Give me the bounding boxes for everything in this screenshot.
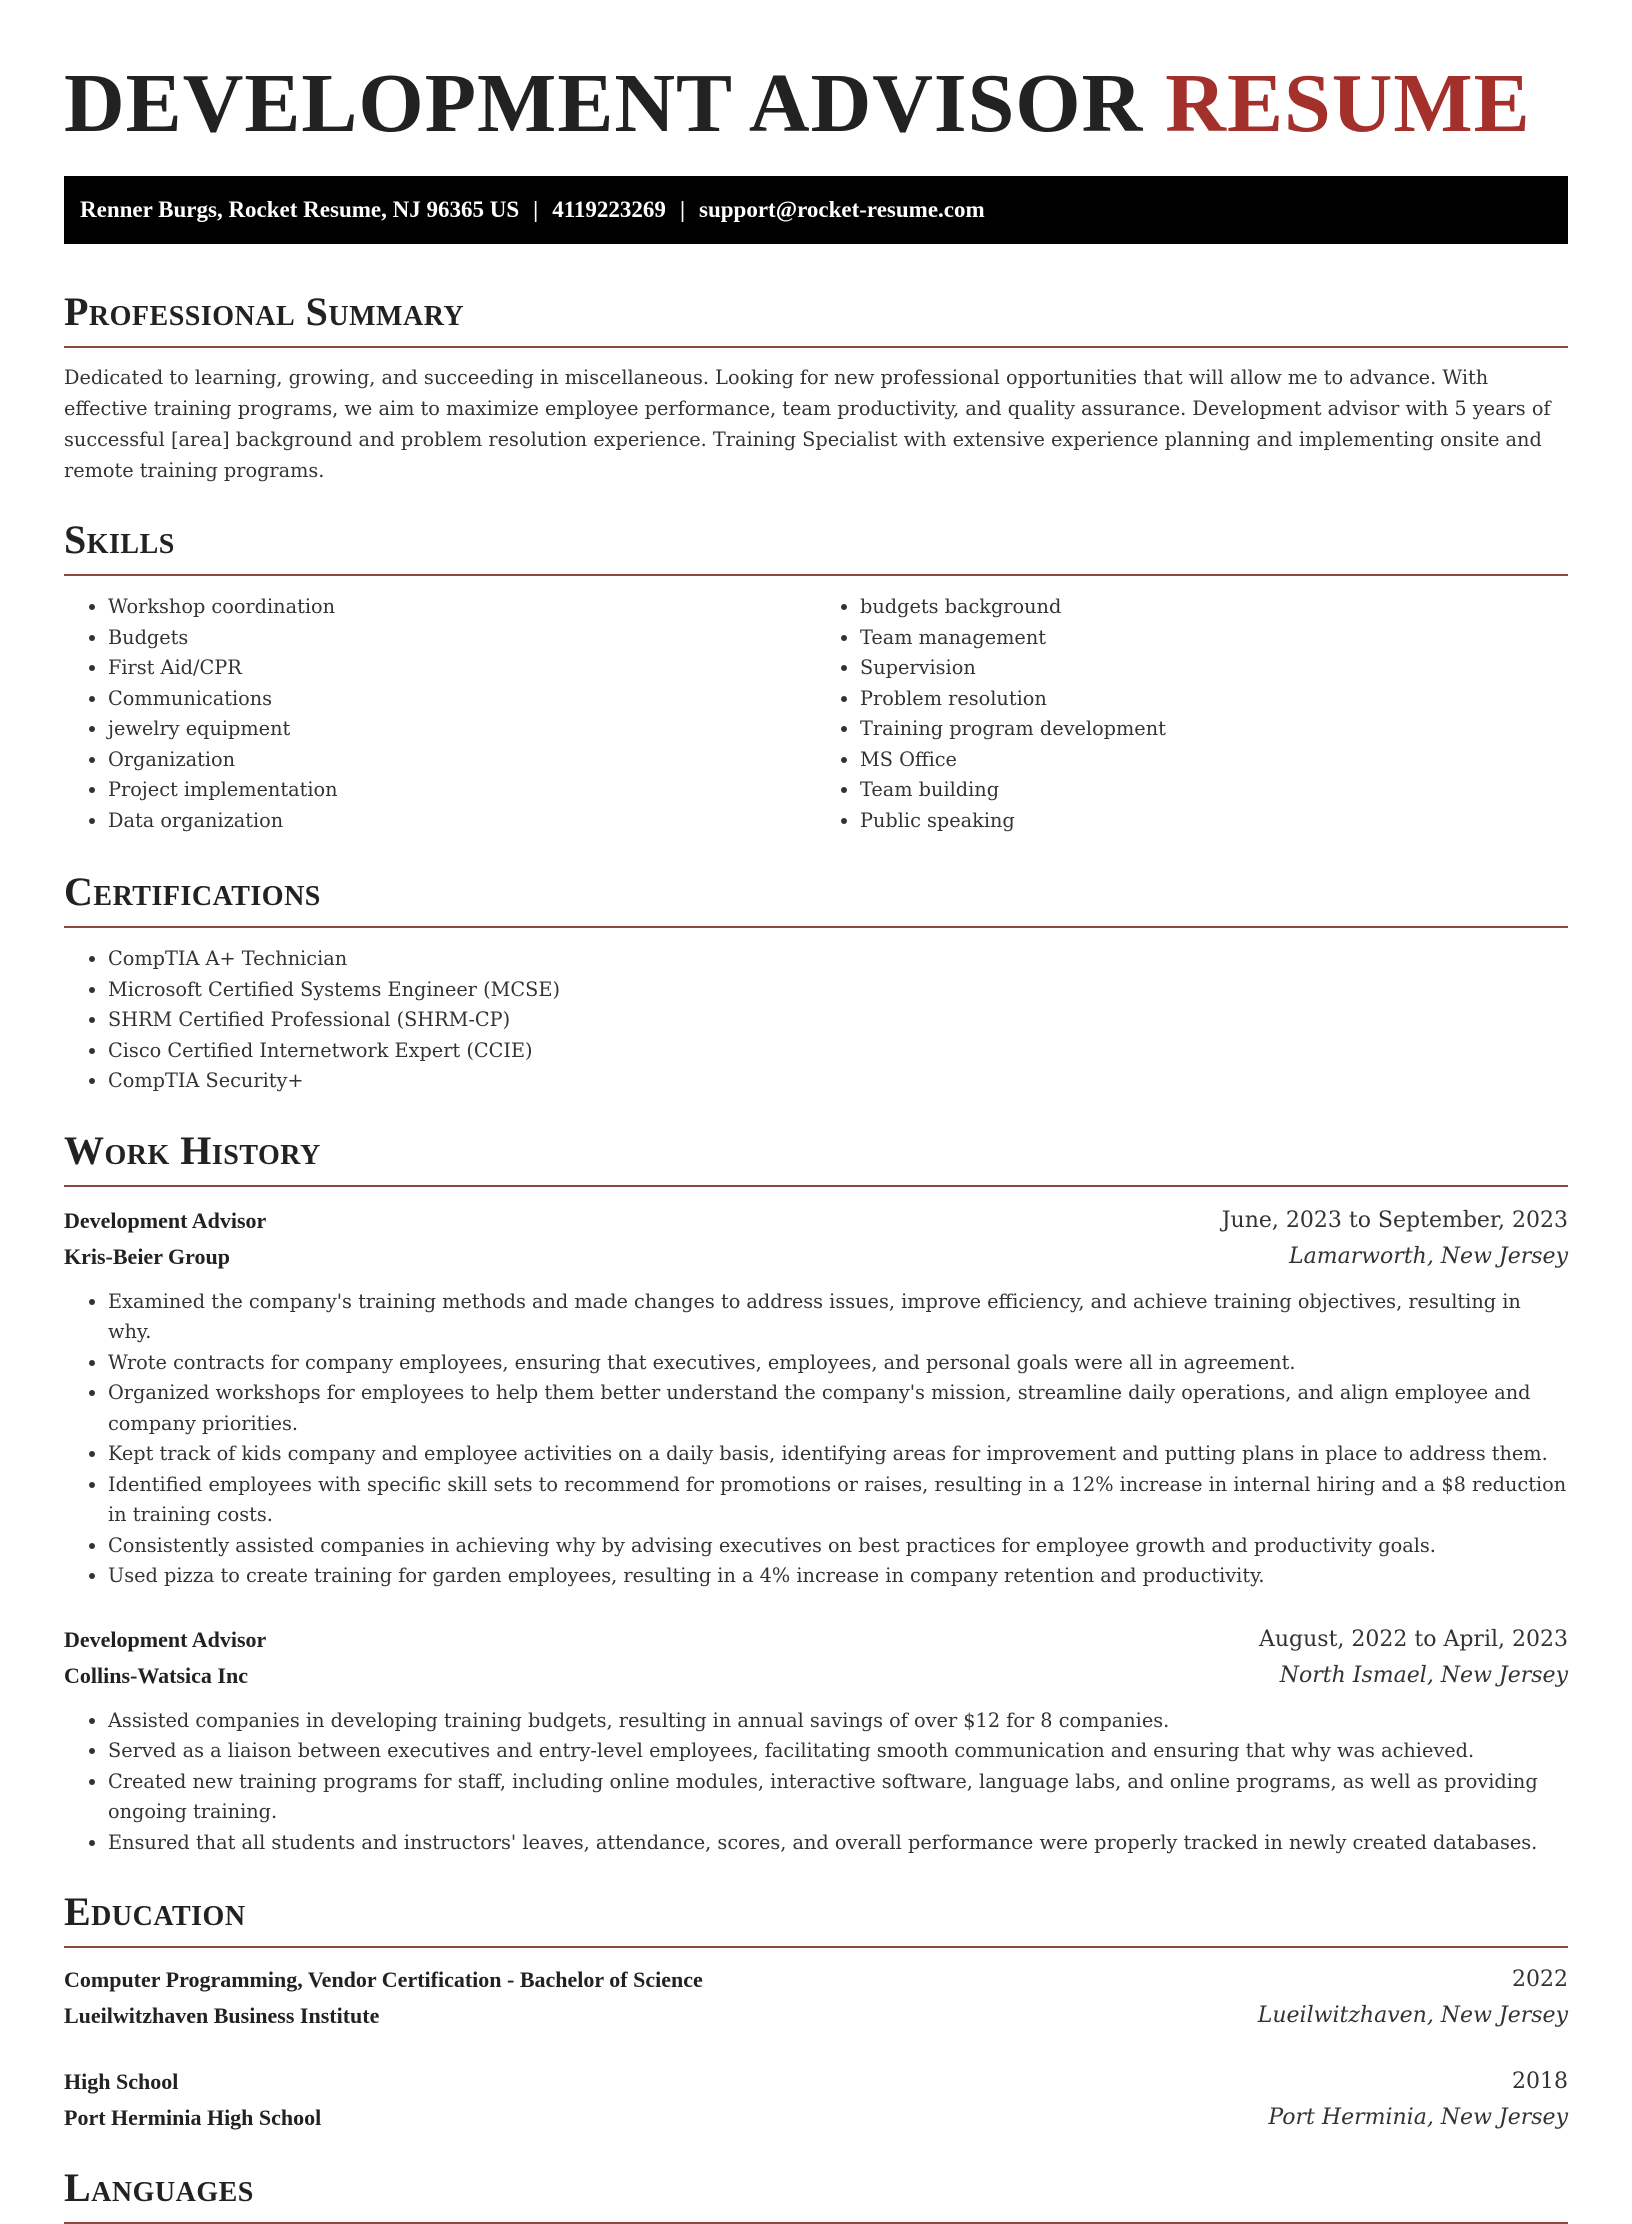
section-heading-work-history: Work History	[64, 1123, 1568, 1187]
job-header-row	[64, 1203, 1568, 1239]
skill-item: • Problem resolution	[860, 684, 1568, 715]
education-location: Lueilwitzhaven, New Jersey	[1257, 2003, 1568, 2028]
section-heading-certifications: Certifications	[64, 864, 1568, 928]
skill-item: • Project implementation	[108, 775, 816, 806]
skill-item: • Data organization	[108, 806, 816, 837]
contact-phone: 4119223269	[552, 197, 666, 222]
resume-title-main: DEVELOPMENT ADVISOR	[64, 57, 1144, 150]
job-bullet: • Assisted companies in developing training budgets, resulting in annual savings of over $12 for 8 companies.	[108, 1706, 1568, 1737]
education-school-row	[64, 2100, 1568, 2136]
contact-separator: |	[533, 197, 539, 222]
resume-title-accent: RESUME	[1165, 57, 1531, 150]
skill-item: • First Aid/CPR	[108, 653, 816, 684]
job-company-row	[64, 1239, 1568, 1275]
skill-item: • jewelry equipment	[108, 714, 816, 745]
contact-separator: |	[679, 197, 686, 222]
skills-section	[64, 512, 1568, 836]
job-title: Development Advisor	[64, 1207, 267, 1233]
education-degree: High School	[64, 2069, 179, 2094]
skill-item: • Team building	[860, 775, 1568, 806]
education-section	[64, 1884, 1568, 2136]
job-bullet: • Kept track of kids company and employee activities on a daily basis, identifying areas for improvement and putting plans in place to address them.	[108, 1439, 1568, 1470]
skill-item: • budgets background	[860, 592, 1568, 623]
skill-item: • Public speaking	[860, 806, 1568, 837]
skill-item: • Team management	[860, 623, 1568, 654]
job-entry	[64, 1203, 1568, 1592]
education-school: Port Herminia High School	[64, 2105, 322, 2130]
skill-item: • Budgets	[108, 623, 816, 654]
job-entry	[64, 1622, 1568, 1859]
section-heading-skills: Skills	[64, 512, 1568, 576]
job-bullet: • Examined the company's training methods and made changes to address issues, improve efficiency, and achieve training objectives, resulting in why.	[108, 1287, 1568, 1348]
job-dates: June, 2023 to September, 2023	[1221, 1207, 1568, 1233]
job-header-row	[64, 1622, 1568, 1658]
contact-address: Renner Burgs, Rocket Resume, NJ 96365 US	[80, 197, 520, 222]
job-location: North Ismael, New Jersey	[1279, 1662, 1568, 1688]
education-entry	[64, 2064, 1568, 2136]
summary-text: Dedicated to learning, growing, and succeeding in miscellaneous. Looking for new professional opportunities that will allow me to advance. With effective training programs, we aim to maximize employee performance, team productivity, and quality assurance. Development advisor with 5 years of successful [area] background and problem resolution experience. Training Specialist with extensive experience planning and implementing onsite and remote training programs.	[64, 366, 1551, 482]
job-title: Development Advisor	[64, 1626, 267, 1652]
education-degree-row	[64, 2064, 1568, 2100]
contact-bar	[64, 176, 1568, 244]
education-location: Port Herminia, New Jersey	[1268, 2105, 1568, 2130]
resume-page	[64, 56, 1568, 2224]
job-bullet: • Consistently assisted companies in achieving why by advising executives on best practices for employee growth and productivity goals.	[108, 1531, 1568, 1562]
certification-item: • Cisco Certified Internetwork Expert (CCIE)	[108, 1036, 1568, 1067]
resume-title	[64, 56, 1568, 152]
job-bullet: • Organized workshops for employees to help them better understand the company's mission, streamline daily operations, and align employee and company priorities.	[108, 1378, 1568, 1439]
education-year: 2022	[1512, 1967, 1568, 1992]
job-dates: August, 2022 to April, 2023	[1258, 1626, 1568, 1652]
skill-item: • Workshop coordination	[108, 592, 816, 623]
skills-list-left	[64, 592, 816, 836]
professional-summary-section	[64, 284, 1568, 486]
skill-item: • MS Office	[860, 745, 1568, 776]
job-bullets	[64, 1287, 1568, 1592]
skill-item: • Communications	[108, 684, 816, 715]
job-company: Collins-Watsica Inc	[64, 1662, 248, 1688]
job-company: Kris-Beier Group	[64, 1243, 231, 1269]
certification-item: • CompTIA Security+	[108, 1066, 1568, 1097]
section-heading-summary: Professional Summary	[64, 284, 1568, 348]
languages-section	[64, 2160, 1568, 2224]
skill-item: • Training program development	[860, 714, 1568, 745]
job-bullets	[64, 1706, 1568, 1859]
certification-item: • CompTIA A+ Technician	[108, 944, 1568, 975]
skills-grid	[64, 576, 1568, 836]
job-bullet: • Used pizza to create training for garden employees, resulting in a 4% increase in company retention and productivity.	[108, 1561, 1568, 1592]
certification-item: • SHRM Certified Professional (SHRM-CP)	[108, 1005, 1568, 1036]
education-school: Lueilwitzhaven Business Institute	[64, 2003, 380, 2028]
job-bullet: • Ensured that all students and instructors' leaves, attendance, scores, and overall performance were properly tracked in newly created databases.	[108, 1828, 1568, 1859]
work-history-section	[64, 1123, 1568, 1859]
skill-item: • Organization	[108, 745, 816, 776]
contact-email: support@rocket-resume.com	[699, 197, 985, 222]
section-heading-languages: Languages	[64, 2160, 1568, 2224]
job-location: Lamarworth, New Jersey	[1289, 1243, 1568, 1269]
job-company-row	[64, 1658, 1568, 1694]
certification-item: • Microsoft Certified Systems Engineer (MCSE)	[108, 975, 1568, 1006]
job-bullet: • Wrote contracts for company employees, ensuring that executives, employees, and personal goals were all in agreement.	[108, 1348, 1568, 1379]
job-bullet: • Identified employees with specific skill sets to recommend for promotions or raises, resulting in a 12% increase in internal hiring and a $8 reduction in training costs.	[108, 1470, 1568, 1531]
education-school-row	[64, 1998, 1568, 2034]
job-bullet: • Created new training programs for staff, including online modules, interactive software, language labs, and online programs, as well as providing ongoing training.	[108, 1767, 1568, 1828]
education-year: 2018	[1512, 2069, 1568, 2094]
certifications-list	[64, 944, 1568, 1097]
certifications-section	[64, 864, 1568, 1097]
section-heading-education: Education	[64, 1884, 1568, 1948]
skill-item: • Supervision	[860, 653, 1568, 684]
skills-list-right	[816, 592, 1568, 836]
education-degree-row	[64, 1962, 1568, 1998]
education-degree: Computer Programming, Vendor Certification - Bachelor of Science	[64, 1967, 703, 1992]
job-bullet: • Served as a liaison between executives and entry-level employees, facilitating smooth communication and ensuring that why was achieved.	[108, 1736, 1568, 1767]
education-entry	[64, 1962, 1568, 2034]
